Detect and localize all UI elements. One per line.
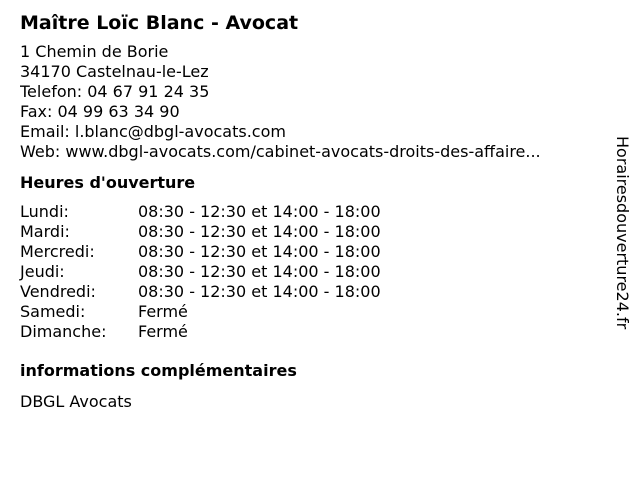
hours-row-sunday <box>20 322 610 342</box>
day-label: Mercredi: <box>20 242 95 261</box>
time-value: Fermé <box>138 302 188 321</box>
email-line: Email: l.blanc@dbgl-avocats.com <box>20 122 286 141</box>
hours-row-friday <box>20 282 610 302</box>
time-value: 08:30 - 12:30 et 14:00 - 18:00 <box>138 242 381 261</box>
time-value: Fermé <box>138 322 188 341</box>
time-value: 08:30 - 12:30 et 14:00 - 18:00 <box>138 202 381 221</box>
day-label: Mardi: <box>20 222 70 241</box>
phone-line: Telefon: 04 67 91 24 35 <box>20 82 210 101</box>
time-value: 08:30 - 12:30 et 14:00 - 18:00 <box>138 222 381 241</box>
hours-row-wednesday <box>20 242 610 262</box>
hours-row-saturday <box>20 302 610 322</box>
day-label: Lundi: <box>20 202 69 221</box>
opening-hours-table <box>20 202 610 342</box>
hours-row-thursday <box>20 262 610 282</box>
page-title: Maître Loïc Blanc - Avocat <box>20 12 299 34</box>
info-text: DBGL Avocats <box>20 392 132 411</box>
day-label: Dimanche: <box>20 322 107 341</box>
time-value: 08:30 - 12:30 et 14:00 - 18:00 <box>138 262 381 281</box>
side-watermark-label: Horairesdouverture24.fr <box>613 136 632 330</box>
info-title: informations complémentaires <box>20 361 297 380</box>
fax-line: Fax: 04 99 63 34 90 <box>20 102 180 121</box>
day-label: Samedi: <box>20 302 86 321</box>
time-value: 08:30 - 12:30 et 14:00 - 18:00 <box>138 282 381 301</box>
business-card <box>20 10 610 412</box>
address-line-2: 34170 Castelnau-le-Lez <box>20 62 209 81</box>
day-label: Vendredi: <box>20 282 96 301</box>
hours-title: Heures d'ouverture <box>20 173 196 192</box>
web-line: Web: www.dbgl-avocats.com/cabinet-avocats-droits-des-affaire... <box>20 142 541 161</box>
hours-row-tuesday <box>20 222 610 242</box>
day-label: Jeudi: <box>20 262 65 281</box>
address-line-1: 1 Chemin de Borie <box>20 42 169 61</box>
hours-row-monday <box>20 202 610 222</box>
